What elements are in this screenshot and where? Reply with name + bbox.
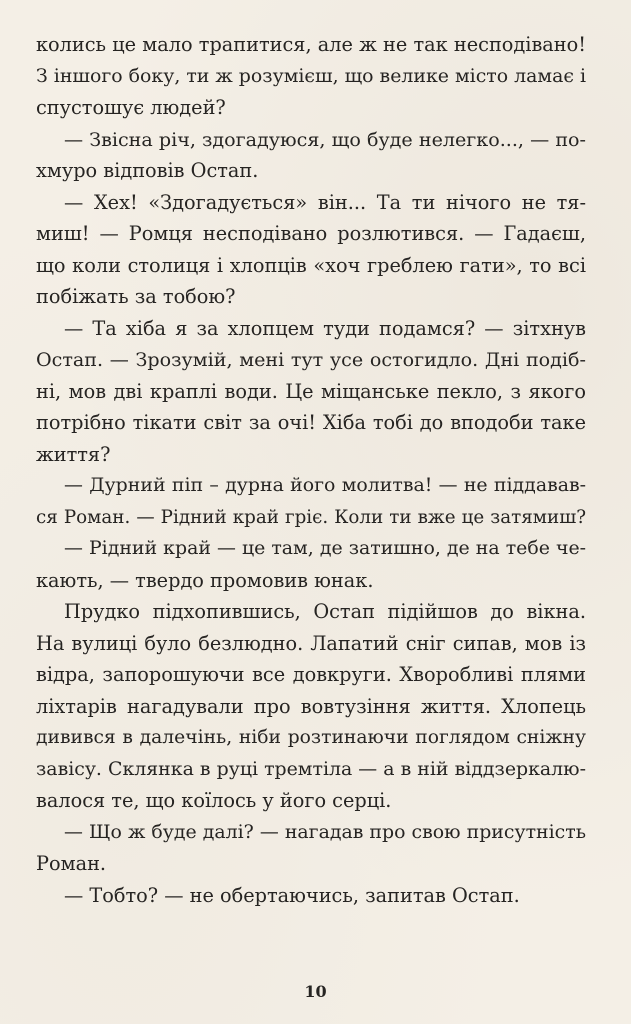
text-line: Прудко підхопившись, Остап підійшов до вікна. (64, 600, 586, 623)
text-line: — Та хіба я за хлопцем туди подамся? — зітхнув (64, 316, 586, 340)
text-line: відра, запорошуючи все довкруги. Хворобливі плями (36, 663, 586, 686)
page-number: 10 (304, 982, 327, 1001)
text-line: Роман. (36, 852, 107, 875)
text-line: На вулиці було безлюдно. Лапатий сніг сипав, мов із (36, 631, 586, 655)
text-line: потрібно тікати світ за очі! Хіба тобі до вподоби таке (36, 411, 586, 434)
text-line: — Рідний край — це там, де затишно, де на тебе че- (64, 537, 586, 559)
text-line: кають, — твердо промовив юнак. (36, 568, 374, 592)
text-line: валося те, що коїлось у його серці. (36, 789, 392, 812)
text-line: колись це мало трапитися, але ж не так несподівано! (36, 33, 586, 56)
text-line: дивився в далечінь, ніби розтинаючи поглядом сніжну (36, 727, 586, 748)
text-line: — Хех! «Здогадується» він... Та ти нічого не тя- (64, 190, 586, 214)
text-line: життя? (36, 442, 111, 466)
text-line: ся Роман. — Рідний край гріє. Коли ти вже це затямиш? (36, 506, 586, 528)
body-text (36, 29, 586, 911)
text-line: що коли столиця і хлопців «хоч греблею гати», то всі (36, 253, 586, 277)
text-line: спустошує людей? (36, 96, 226, 119)
text-line: миш! — Ромця несподівано розлютився. — Гадаєш, (36, 222, 586, 245)
text-line: ліхтарів нагадували про вовтузіння життя. Хлопець (36, 694, 586, 718)
text-line: Остап. — Зрозумій, мені тут усе остогидло. Дні подіб- (36, 348, 586, 371)
text-line: хмуро відповів Остап. (36, 159, 259, 182)
text-line: — Що ж буде далі? — нагадав про свою присутність (64, 820, 586, 843)
text-line: ні, мов дві краплі води. Це міщанське пекло, з якого (36, 379, 586, 403)
text-line: завісу. Склянка в руці тремтіла — а в ній віддзеркалю- (36, 757, 586, 780)
text-line: — Дурний піп – дурна його молитва! — не піддавав- (64, 474, 586, 496)
text-line: — Тобто? — не обертаючись, запитав Остап. (64, 883, 520, 907)
text-line: побіжать за тобою? (36, 285, 236, 308)
text-line: З іншого боку, ти ж розумієш, що велике місто ламає і (36, 64, 586, 87)
text-line: — Звісна річ, здогадуюся, що буде нелегко..., — по- (64, 127, 586, 151)
